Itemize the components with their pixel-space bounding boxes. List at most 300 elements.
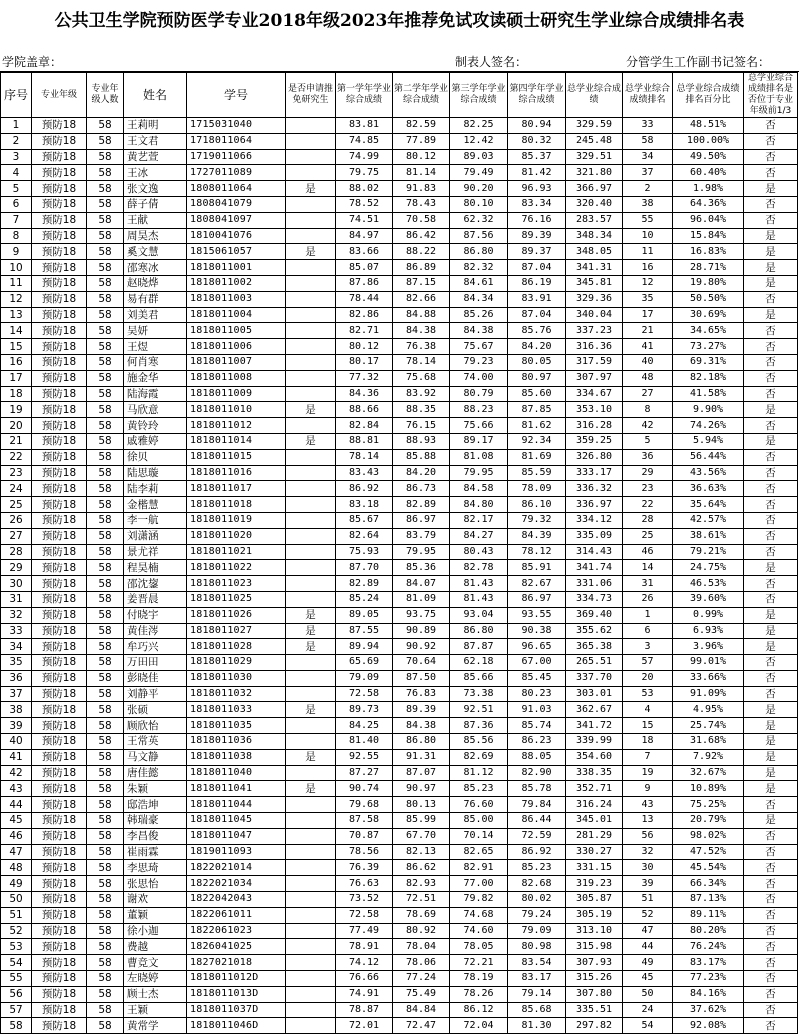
year2-score: 86.73: [393, 481, 450, 497]
year3-score: 84.27: [450, 528, 508, 544]
rank-percent: 41.58%: [673, 386, 744, 402]
major-grade: 预防18: [32, 481, 87, 497]
applied-exemption: [286, 1018, 336, 1034]
total-score: 329.59: [566, 118, 623, 134]
major-grade: 预防18: [32, 386, 87, 402]
rank-percent: 6.93%: [673, 623, 744, 639]
student-name: 付晓宇: [124, 607, 187, 623]
student-name: 姜晋晨: [124, 591, 187, 607]
major-size: 58: [87, 260, 124, 276]
row-index: 23: [1, 465, 32, 481]
year3-score: 84.61: [450, 275, 508, 291]
top-third: 是: [744, 560, 798, 576]
year2-score: 70.64: [393, 655, 450, 671]
total-score: 315.26: [566, 971, 623, 987]
year1-score: 83.18: [336, 497, 393, 513]
rank-percent: 36.63%: [673, 481, 744, 497]
total-rank: 38: [623, 196, 673, 212]
row-index: 58: [1, 1018, 32, 1034]
year3-score: 78.19: [450, 971, 508, 987]
applied-exemption: [286, 797, 336, 813]
rank-percent: 73.27%: [673, 339, 744, 355]
year3-score: 79.82: [450, 892, 508, 908]
total-score: 359.25: [566, 433, 623, 449]
year3-score: 80.10: [450, 196, 508, 212]
student-name: 谢欢: [124, 892, 187, 908]
table-row: [1, 907, 798, 923]
student-id: 1818011019: [187, 512, 286, 528]
major-grade: 预防18: [32, 591, 87, 607]
top-third: 否: [744, 797, 798, 813]
student-name: 顾士杰: [124, 986, 187, 1002]
table-row: [1, 181, 798, 197]
year2-score: 91.31: [393, 749, 450, 765]
top-third: 是: [744, 623, 798, 639]
year1-score: 82.86: [336, 307, 393, 323]
top-third: 是: [744, 433, 798, 449]
major-size: 58: [87, 1002, 124, 1018]
applied-exemption: [286, 971, 336, 987]
row-index: 40: [1, 734, 32, 750]
header-name: 姓名: [124, 73, 187, 118]
total-score: 345.81: [566, 275, 623, 291]
table-row: [1, 149, 798, 165]
major-size: 58: [87, 971, 124, 987]
year4-score: 83.91: [508, 291, 566, 307]
total-score: 337.23: [566, 323, 623, 339]
year2-score: 78.06: [393, 955, 450, 971]
major-grade: 预防18: [32, 449, 87, 465]
student-name: 彭晓佳: [124, 670, 187, 686]
year4-score: 79.32: [508, 512, 566, 528]
table-row: [1, 797, 798, 813]
year3-score: 82.32: [450, 260, 508, 276]
major-size: 58: [87, 939, 124, 955]
top-third: 否: [744, 418, 798, 434]
student-name: 徐贝: [124, 449, 187, 465]
year2-score: 77.89: [393, 133, 450, 149]
rank-percent: 50.50%: [673, 291, 744, 307]
year4-score: 85.60: [508, 386, 566, 402]
row-index: 14: [1, 323, 32, 339]
major-size: 58: [87, 370, 124, 386]
year3-score: 80.43: [450, 544, 508, 560]
row-index: 49: [1, 876, 32, 892]
year2-score: 82.89: [393, 497, 450, 513]
year1-score: 79.09: [336, 670, 393, 686]
table-row: [1, 260, 798, 276]
student-id: 1818011017: [187, 481, 286, 497]
table-header-row: [1, 73, 798, 118]
year2-score: 88.35: [393, 402, 450, 418]
row-index: 28: [1, 544, 32, 560]
year1-score: 72.01: [336, 1018, 393, 1034]
major-size: 58: [87, 828, 124, 844]
year4-score: 83.17: [508, 971, 566, 987]
year1-score: 77.49: [336, 923, 393, 939]
year2-score: 88.22: [393, 244, 450, 260]
total-rank: 5: [623, 433, 673, 449]
table-row: [1, 971, 798, 987]
applied-exemption: 是: [286, 781, 336, 797]
year1-score: 92.55: [336, 749, 393, 765]
total-rank: 54: [623, 1018, 673, 1034]
major-grade: 预防18: [32, 939, 87, 955]
rank-percent: 75.25%: [673, 797, 744, 813]
major-size: 58: [87, 670, 124, 686]
total-score: 341.72: [566, 718, 623, 734]
header-student-id: 学号: [187, 73, 286, 118]
major-grade: 预防18: [32, 1002, 87, 1018]
total-rank: 58: [623, 133, 673, 149]
total-rank: 47: [623, 923, 673, 939]
rank-percent: 31.68%: [673, 734, 744, 750]
row-index: 6: [1, 196, 32, 212]
total-rank: 32: [623, 844, 673, 860]
year3-score: 78.26: [450, 986, 508, 1002]
header-applied-exemption: 是否申请推免研究生: [286, 73, 336, 118]
year4-score: 86.44: [508, 813, 566, 829]
major-size: 58: [87, 623, 124, 639]
year4-score: 81.42: [508, 165, 566, 181]
total-rank: 28: [623, 512, 673, 528]
total-rank: 35: [623, 291, 673, 307]
student-id: 1818011037D: [187, 1002, 286, 1018]
row-index: 22: [1, 449, 32, 465]
table-row: [1, 765, 798, 781]
year4-score: 79.84: [508, 797, 566, 813]
year1-score: 83.81: [336, 118, 393, 134]
applied-exemption: [286, 418, 336, 434]
year3-score: 87.36: [450, 718, 508, 734]
table-row: [1, 339, 798, 355]
year4-score: 85.59: [508, 465, 566, 481]
major-size: 58: [87, 718, 124, 734]
table-row: [1, 402, 798, 418]
major-size: 58: [87, 655, 124, 671]
major-grade: 预防18: [32, 560, 87, 576]
total-score: 330.27: [566, 844, 623, 860]
major-size: 58: [87, 907, 124, 923]
row-index: 4: [1, 165, 32, 181]
year2-score: 86.80: [393, 734, 450, 750]
major-grade: 预防18: [32, 797, 87, 813]
year4-score: 84.39: [508, 528, 566, 544]
major-size: 58: [87, 576, 124, 592]
year3-score: 85.23: [450, 781, 508, 797]
table-body: [1, 118, 798, 1034]
total-rank: 23: [623, 481, 673, 497]
major-grade: 预防18: [32, 876, 87, 892]
major-grade: 预防18: [32, 133, 87, 149]
major-grade: 预防18: [32, 623, 87, 639]
top-third: 是: [744, 260, 798, 276]
year1-score: 83.43: [336, 465, 393, 481]
major-grade: 预防18: [32, 749, 87, 765]
major-grade: 预防18: [32, 165, 87, 181]
total-rank: 49: [623, 955, 673, 971]
applied-exemption: [286, 196, 336, 212]
student-name: 邵寒冰: [124, 260, 187, 276]
year4-score: 79.09: [508, 923, 566, 939]
row-index: 56: [1, 986, 32, 1002]
rank-percent: 35.64%: [673, 497, 744, 513]
table-row: [1, 718, 798, 734]
year4-score: 84.20: [508, 339, 566, 355]
student-id: 1818011033: [187, 702, 286, 718]
year4-score: 82.90: [508, 765, 566, 781]
year4-score: 86.97: [508, 591, 566, 607]
rank-percent: 96.04%: [673, 212, 744, 228]
student-id: 1819011093: [187, 844, 286, 860]
major-grade: 预防18: [32, 576, 87, 592]
top-third: 否: [744, 481, 798, 497]
total-rank: 1: [623, 607, 673, 623]
top-third: 否: [744, 828, 798, 844]
year2-score: 85.99: [393, 813, 450, 829]
student-id: 1818011028: [187, 639, 286, 655]
major-size: 58: [87, 639, 124, 655]
top-third: 是: [744, 718, 798, 734]
top-third: 否: [744, 939, 798, 955]
top-third: 否: [744, 212, 798, 228]
student-id: 1818011012D: [187, 971, 286, 987]
year2-score: 72.51: [393, 892, 450, 908]
year4-score: 89.39: [508, 228, 566, 244]
top-third: 是: [744, 639, 798, 655]
rank-percent: 28.71%: [673, 260, 744, 276]
applied-exemption: 是: [286, 433, 336, 449]
total-score: 283.57: [566, 212, 623, 228]
row-index: 51: [1, 907, 32, 923]
applied-exemption: [286, 354, 336, 370]
top-third: 是: [744, 402, 798, 418]
total-rank: 30: [623, 860, 673, 876]
year3-score: 72.21: [450, 955, 508, 971]
year4-score: 86.10: [508, 497, 566, 513]
rank-percent: 64.36%: [673, 196, 744, 212]
major-grade: 预防18: [32, 986, 87, 1002]
student-id: 1808041097: [187, 212, 286, 228]
student-id: 1818011045: [187, 813, 286, 829]
year4-score: 82.67: [508, 576, 566, 592]
year3-score: 81.08: [450, 449, 508, 465]
year3-score: 87.56: [450, 228, 508, 244]
year2-score: 80.92: [393, 923, 450, 939]
major-size: 58: [87, 275, 124, 291]
row-index: 27: [1, 528, 32, 544]
year3-score: 82.25: [450, 118, 508, 134]
table-row: [1, 497, 798, 513]
major-size: 58: [87, 402, 124, 418]
row-index: 43: [1, 781, 32, 797]
total-rank: 44: [623, 939, 673, 955]
year3-score: 78.05: [450, 939, 508, 955]
total-rank: 27: [623, 386, 673, 402]
total-score: 329.51: [566, 149, 623, 165]
total-score: 369.40: [566, 607, 623, 623]
total-rank: 18: [623, 734, 673, 750]
major-grade: 预防18: [32, 639, 87, 655]
student-id: 1826041025: [187, 939, 286, 955]
year2-score: 90.97: [393, 781, 450, 797]
year4-score: 83.34: [508, 196, 566, 212]
year3-score: 85.26: [450, 307, 508, 323]
student-id: 1818011032: [187, 686, 286, 702]
row-index: 24: [1, 481, 32, 497]
rank-percent: 19.80%: [673, 275, 744, 291]
table-row: [1, 860, 798, 876]
rank-percent: 9.90%: [673, 402, 744, 418]
top-third: 否: [744, 670, 798, 686]
row-index: 21: [1, 433, 32, 449]
total-score: 334.73: [566, 591, 623, 607]
student-name: 赵晓烨: [124, 275, 187, 291]
year3-score: 74.68: [450, 907, 508, 923]
year3-score: 85.00: [450, 813, 508, 829]
table-row: [1, 607, 798, 623]
rank-percent: 56.44%: [673, 449, 744, 465]
total-rank: 40: [623, 354, 673, 370]
year1-score: 84.97: [336, 228, 393, 244]
top-third: 是: [744, 702, 798, 718]
total-rank: 34: [623, 149, 673, 165]
student-name: 易有群: [124, 291, 187, 307]
top-third: 是: [744, 244, 798, 260]
year4-score: 79.14: [508, 986, 566, 1002]
row-index: 19: [1, 402, 32, 418]
rank-percent: 4.95%: [673, 702, 744, 718]
year1-score: 78.44: [336, 291, 393, 307]
total-score: 303.01: [566, 686, 623, 702]
applied-exemption: [286, 734, 336, 750]
rank-percent: 1.98%: [673, 181, 744, 197]
preparer-signature-label: 制表人签名：: [455, 55, 528, 69]
year4-score: 92.34: [508, 433, 566, 449]
year2-score: 83.79: [393, 528, 450, 544]
rank-percent: 89.11%: [673, 907, 744, 923]
total-score: 331.06: [566, 576, 623, 592]
year4-score: 78.12: [508, 544, 566, 560]
table-row: [1, 844, 798, 860]
major-grade: 预防18: [32, 971, 87, 987]
year3-score: 73.38: [450, 686, 508, 702]
year4-score: 80.32: [508, 133, 566, 149]
applied-exemption: 是: [286, 702, 336, 718]
total-score: 313.10: [566, 923, 623, 939]
student-id: 1818011029: [187, 655, 286, 671]
year4-score: 81.69: [508, 449, 566, 465]
top-third: 否: [744, 907, 798, 923]
year4-score: 76.16: [508, 212, 566, 228]
student-id: 1715031040: [187, 118, 286, 134]
top-third: 是: [744, 781, 798, 797]
total-score: 365.38: [566, 639, 623, 655]
year1-score: 77.32: [336, 370, 393, 386]
table-row: [1, 133, 798, 149]
year4-score: 82.68: [508, 876, 566, 892]
year3-score: 76.60: [450, 797, 508, 813]
major-size: 58: [87, 876, 124, 892]
year4-score: 72.59: [508, 828, 566, 844]
year4-score: 79.24: [508, 907, 566, 923]
year4-score: 86.19: [508, 275, 566, 291]
top-third: 否: [744, 1002, 798, 1018]
rank-percent: 76.24%: [673, 939, 744, 955]
year3-score: 85.66: [450, 670, 508, 686]
year3-score: 88.23: [450, 402, 508, 418]
student-name: 李昌俊: [124, 828, 187, 844]
total-rank: 36: [623, 449, 673, 465]
row-index: 10: [1, 260, 32, 276]
year4-score: 93.55: [508, 607, 566, 623]
top-third: 是: [744, 228, 798, 244]
top-third: 否: [744, 133, 798, 149]
row-index: 26: [1, 512, 32, 528]
major-size: 58: [87, 560, 124, 576]
header-total-rank: 总学业综合成绩排名: [623, 73, 673, 118]
row-index: 20: [1, 418, 32, 434]
student-name: 刘潇涵: [124, 528, 187, 544]
table-row: [1, 118, 798, 134]
major-size: 58: [87, 449, 124, 465]
student-id: 1718011064: [187, 133, 286, 149]
student-name: 何肖寒: [124, 354, 187, 370]
total-score: 335.09: [566, 528, 623, 544]
student-id: 1818011016: [187, 465, 286, 481]
page-title: 公共卫生学院预防医学专业2018年级2023年推荐免试攻读硕士研究生学业综合成绩排名表: [54, 11, 745, 31]
applied-exemption: 是: [286, 402, 336, 418]
applied-exemption: [286, 828, 336, 844]
year2-score: 82.13: [393, 844, 450, 860]
total-score: 314.43: [566, 544, 623, 560]
major-size: 58: [87, 702, 124, 718]
total-score: 315.98: [566, 939, 623, 955]
year3-score: 12.42: [450, 133, 508, 149]
row-index: 52: [1, 923, 32, 939]
total-rank: 43: [623, 797, 673, 813]
major-grade: 预防18: [32, 512, 87, 528]
applied-exemption: [286, 718, 336, 734]
row-index: 30: [1, 576, 32, 592]
year2-score: 86.42: [393, 228, 450, 244]
applied-exemption: 是: [286, 639, 336, 655]
student-name: 陆李莉: [124, 481, 187, 497]
year2-score: 84.07: [393, 576, 450, 592]
header-year4-score: 第四学年学业综合成绩: [508, 73, 566, 118]
major-grade: 预防18: [32, 418, 87, 434]
applied-exemption: [286, 465, 336, 481]
row-index: 44: [1, 797, 32, 813]
row-index: 7: [1, 212, 32, 228]
total-score: 336.32: [566, 481, 623, 497]
total-rank: 4: [623, 702, 673, 718]
student-name: 徐小迦: [124, 923, 187, 939]
year3-score: 87.87: [450, 639, 508, 655]
top-third: 否: [744, 923, 798, 939]
total-score: 341.74: [566, 560, 623, 576]
year2-score: 84.38: [393, 323, 450, 339]
total-score: 362.67: [566, 702, 623, 718]
student-id: 1818011010: [187, 402, 286, 418]
year1-score: 87.27: [336, 765, 393, 781]
row-index: 25: [1, 497, 32, 513]
table-row: [1, 639, 798, 655]
row-index: 33: [1, 623, 32, 639]
table-row: [1, 734, 798, 750]
top-third: 否: [744, 386, 798, 402]
year4-score: 85.74: [508, 718, 566, 734]
